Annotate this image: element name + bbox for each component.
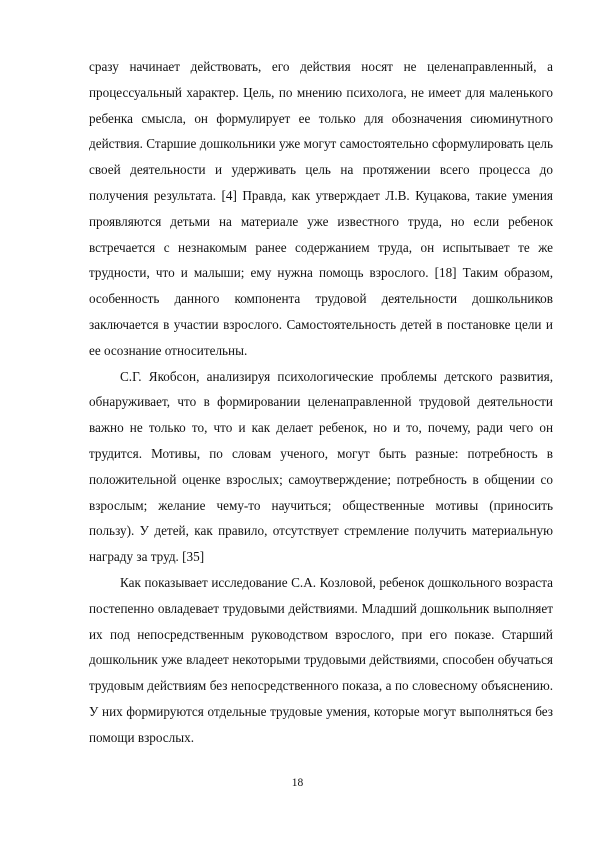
- page-number: 18: [291, 777, 304, 789]
- body-text: [89, 54, 553, 751]
- paragraph-continuation: сразу начинает действовать, его действия носят не целенаправленный, а процессуальный характер. Цель, по мнению психолога, не имеет для маленького ребенка смысла, он формулирует ее только для обозначения сиюминутного действия. Старшие дошкольники уже могут самостоятельно сформулировать цель своей деятельности и удерживать цель на протяжении всего процесса до получения результата. [4] Правда, как утверждает Л.В. Куцакова, такие умения проявляются детьми на материале уже известного труда, но если ребенок встречается с незнакомым ранее содержанием труда, он испытывает те же трудности, что и малыши; ему нужна помощь взрослого. [18] Таким образом, особенность данного компонента трудовой деятельности дошкольников заключается в участии взрослого. Самостоятельность детей в постановке цели и ее осознание относительны.: [89, 59, 553, 358]
- paragraph-kozlova: Как показывает исследование С.А. Козловой, ребенок дошкольного возраста постепенно овладевает трудовыми действиями. Младший дошкольник выполняет их под непосредственным руководством взрослого, при его показе. Старший дошкольник уже владеет некоторыми трудовыми действиями, способен обучаться трудовым действиям без непосредственного показа, а по словесному объяснению. У них формируются отдельные трудовые умения, которые могут выполняться без помощи взрослых.: [89, 574, 553, 745]
- paragraph-yakobson: С.Г. Якобсон, анализируя психологические проблемы детского развития, обнаруживает, что в формировании целенаправленной трудовой деятельности важно не только то, что и как делает ребенок, но и то, почему, ради чего он трудится. Мотивы, по словам ученого, могут быть разные: потребность в положительной оценке взрослых; самоутверждение; потребность в общении со взрослым; желание чему-то научиться; общественные мотивы (приносить пользу). У детей, как правило, отсутствует стремление получить материальную награду за труд. [35]: [89, 368, 553, 565]
